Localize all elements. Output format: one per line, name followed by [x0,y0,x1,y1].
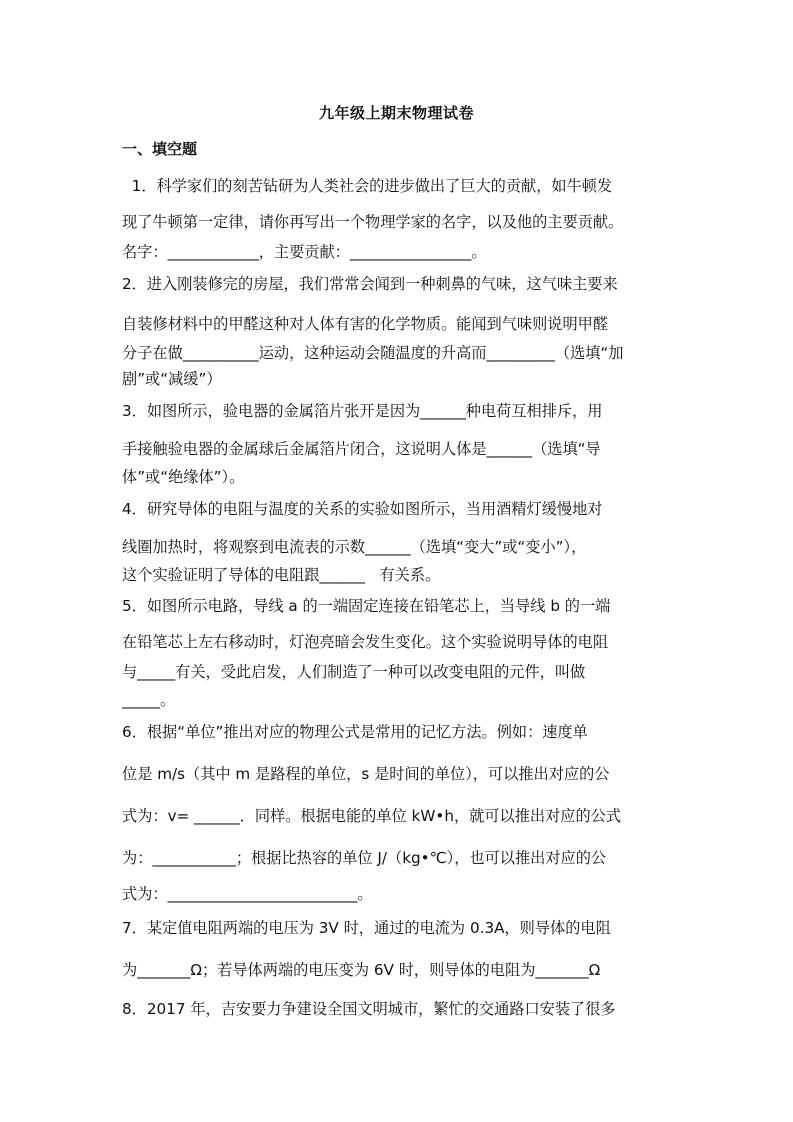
text-line: 3．如图所示，验电器的金属箔片张开是因为______种电荷互相排斥，用 [122,402,603,420]
text-line: 剧”或“减缓”） [122,370,222,388]
text-line: 式为：_________________________。 [122,885,373,903]
section-heading: 一、填空题 [122,140,198,158]
text-line: 体”或“绝缘体”）。 [122,468,245,486]
text-line: 位是 m/s（其中 m 是路程的单位，s 是时间的单位），可以推出对应的公 [122,765,610,783]
text-line: 线圈加热时，将观察到电流表的示数______（选填“变大”或“变小”）， [122,538,587,556]
text-line: 现了牛顿第一定律，请你再写出一个物理学家的名字，以及他的主要贡献。 [122,213,624,231]
text-line: 2．进入刚装修完的房屋，我们常常会闻到一种刺鼻的气味，这气味主要来 [122,275,618,293]
page-title: 九年级上期末物理试卷 [318,104,474,122]
text-line: 式为：v= ______．同样。根据电能的单位 kW•h，就可以推出对应的公式 [122,807,622,825]
text-line: 5．如图所示电路，导线 a 的一端固定连接在铅笔芯上，当导线 b 的一端 [122,597,611,615]
text-line: 这个实验证明了导体的电阻跟______ 有关系。 [122,566,441,584]
text-line: 1．科学家们的刻苦钻研为人类社会的进步做出了巨大的贡献，如牛顿发 [122,177,613,195]
text-line: _____。 [122,691,176,709]
text-line: 自装修材料中的甲醛这种对人体有害的化学物质。能闻到气味则说明甲醛 [122,315,608,333]
text-line: 为_______Ω；若导体两端的电压变为 6V 时，则导体的电阻为_______Ω [122,961,601,979]
text-line: 7．某定值电阻两端的电压为 3V 时，通过的电流为 0.3A，则导体的电阻 [122,919,611,937]
text-line: 8．2017 年，吉安要力争建设全国文明城市，繁忙的交通路口安装了很多 [122,1000,616,1018]
text-line: 在铅笔芯上左右移动时，灯泡亮暗会发生变化。这个实验说明导体的电阻 [122,633,608,651]
text-line: 手接触验电器的金属球后金属箔片闭合，这说明人体是______（选填“导 [122,440,601,458]
text-line: 分子在做__________运动，这种运动会随温度的升高而_________（选填“加 [122,344,624,362]
text-line: 4．研究导体的电阻与温度的关系的实验如图所示，当用酒精灯缓慢地对 [122,500,603,518]
text-line: 名字：____________，主要贡献：________________。 [122,243,487,261]
text-line: 与_____有关，受此启发，人们制造了一种可以改变电阻的元件，叫做 [122,663,586,681]
text-line: 6．根据“单位”推出对应的物理公式是常用的记忆方法。例如：速度单 [122,723,588,741]
text-line: 为：___________；根据比热容的单位 J/（kg•℃），也可以推出对应的公 [122,849,607,867]
